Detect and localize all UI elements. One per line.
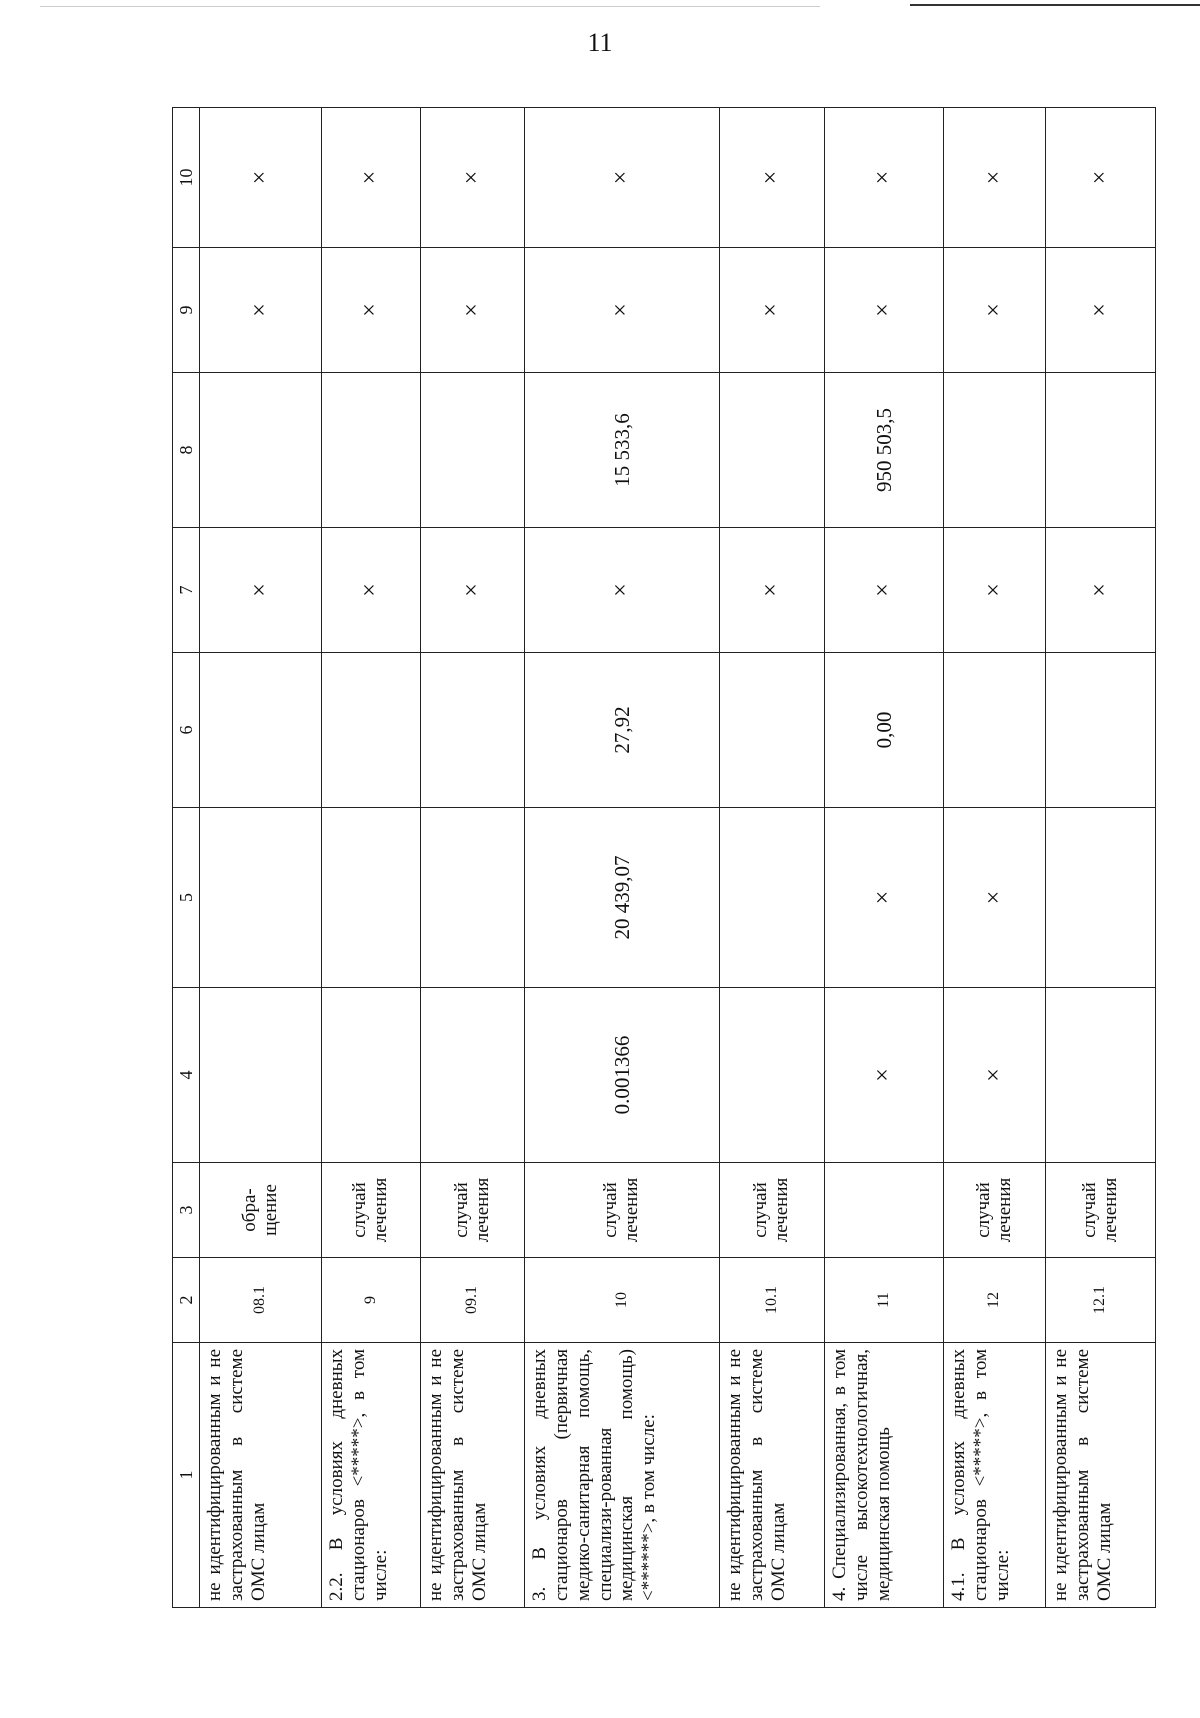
table-cell-col3: случай лечения [944, 1163, 1046, 1258]
table-cell-col10: × [1046, 108, 1156, 248]
table-cell-col2: 11 [825, 1258, 944, 1343]
table-cell-col10: × [944, 108, 1046, 248]
table-cell-col8 [200, 373, 322, 528]
table-cell-col4 [322, 988, 421, 1163]
table-cell-col3 [825, 1163, 944, 1258]
table-cell-col9: × [825, 248, 944, 373]
table-cell-col5 [322, 808, 421, 988]
table-cell-col10: × [322, 108, 421, 248]
table-cell-col5: 20 439,07 [525, 808, 720, 988]
table-cell-col10: × [200, 108, 322, 248]
table-row [322, 108, 421, 1608]
table-cell-col9: × [944, 248, 1046, 373]
table-cell-col2: 09.1 [421, 1258, 525, 1343]
table-cell-col7: × [1046, 528, 1156, 653]
table-cell-col7: × [200, 528, 322, 653]
table-cell-col6 [720, 653, 825, 808]
table-cell-col4 [1046, 988, 1156, 1163]
table-cell-col7: × [525, 528, 720, 653]
table-cell-col2: 12.1 [1046, 1258, 1156, 1343]
table-cell-col3: случай лечения [720, 1163, 825, 1258]
table-row [720, 108, 825, 1608]
table-cell-col6 [322, 653, 421, 808]
table-cell-col2: 08.1 [200, 1258, 322, 1343]
table-cell-col6: 27,92 [525, 653, 720, 808]
table-cell-col6 [1046, 653, 1156, 808]
table-row [1046, 108, 1156, 1608]
table-cell-col6 [421, 653, 525, 808]
table-cell-col10: × [720, 108, 825, 248]
table-cell-col4 [200, 988, 322, 1163]
table-row [200, 108, 322, 1608]
header-cell: 4 [173, 988, 200, 1163]
table-cell-col3: случай лечения [1046, 1163, 1156, 1258]
table-cell-col4 [421, 988, 525, 1163]
table-row [825, 108, 944, 1608]
table-cell-col9: × [200, 248, 322, 373]
table-cell-col1: 3. В условиях дневных стационаров (первичная медико-санитарная помощь, специализи-рованная медицинская помощь) <******>, в том числе: [525, 1343, 720, 1608]
scan-top-rule [910, 4, 1200, 6]
header-cell: 6 [173, 653, 200, 808]
table-cell-col9: × [1046, 248, 1156, 373]
table-cell-col3: случай лечения [322, 1163, 421, 1258]
table-cell-col5 [720, 808, 825, 988]
table-cell-col2: 12 [944, 1258, 1046, 1343]
header-cell: 8 [173, 373, 200, 528]
table-cell-col5 [1046, 808, 1156, 988]
table-cell-col8 [322, 373, 421, 528]
table-row [525, 108, 720, 1608]
table-cell-col1: не идентифицированным и не застрахованным в системе ОМС лицам [200, 1343, 322, 1608]
table-cell-col7: × [944, 528, 1046, 653]
table-cell-col8 [421, 373, 525, 528]
table-cell-col6: 0,00 [825, 653, 944, 808]
header-row [173, 108, 200, 1608]
scan-top-line [40, 6, 820, 7]
table-cell-col4 [720, 988, 825, 1163]
table-cell-col2: 10.1 [720, 1258, 825, 1343]
table-cell-col1: 4. Специализированная, в том числе высокотехнологичная, медицинская помощь [825, 1343, 944, 1608]
table-cell-col10: × [421, 108, 525, 248]
table-cell-col1: 4.1. В условиях дневных стационаров <*****>, в том числе: [944, 1343, 1046, 1608]
header-cell: 9 [173, 248, 200, 373]
table-row [421, 108, 525, 1608]
table-cell-col1: не идентифицированным и не застрахованным в системе ОМС лицам [421, 1343, 525, 1608]
table-cell-col7: × [825, 528, 944, 653]
table-cell-col10: × [525, 108, 720, 248]
header-cell: 3 [173, 1163, 200, 1258]
header-cell: 5 [173, 808, 200, 988]
table-cell-col5: × [825, 808, 944, 988]
table-cell-col4: 0.001366 [525, 988, 720, 1163]
table-cell-col2: 9 [322, 1258, 421, 1343]
table-cell-col10: × [825, 108, 944, 248]
table-cell-col9: × [525, 248, 720, 373]
header-cell: 7 [173, 528, 200, 653]
table-cell-col6 [944, 653, 1046, 808]
table-cell-col9: × [720, 248, 825, 373]
table-row [944, 108, 1046, 1608]
table-cell-col3: случай лечения [525, 1163, 720, 1258]
table-cell-col1: не идентифицированным и не застрахованным в системе ОМС лицам [720, 1343, 825, 1608]
table-cell-col8: 15 533,6 [525, 373, 720, 528]
table-cell-col7: × [322, 528, 421, 653]
table-cell-col4: × [825, 988, 944, 1163]
table-area [172, 108, 1121, 1608]
table-cell-col9: × [322, 248, 421, 373]
table-cell-col7: × [421, 528, 525, 653]
table-cell-col7: × [720, 528, 825, 653]
table-cell-col8 [1046, 373, 1156, 528]
table-cell-col2: 10 [525, 1258, 720, 1343]
table-cell-col8 [720, 373, 825, 528]
table-cell-col4: × [944, 988, 1046, 1163]
table-cell-col8: 950 503,5 [825, 373, 944, 528]
rotated-table-container [172, 108, 1121, 1608]
table-cell-col3: обра-щение [200, 1163, 322, 1258]
table-cell-col9: × [421, 248, 525, 373]
table-cell-col5 [421, 808, 525, 988]
table-cell-col5 [200, 808, 322, 988]
table-cell-col3: случай лечения [421, 1163, 525, 1258]
table-cell-col8 [944, 373, 1046, 528]
table-cell-col1: 2.2. В условиях дневных стационаров <*****>, в том числе: [322, 1343, 421, 1608]
table-cell-col1: не идентифицированным и не застрахованным в системе ОМС лицам [1046, 1343, 1156, 1608]
header-cell: 10 [173, 108, 200, 248]
table-cell-col6 [200, 653, 322, 808]
header-cell: 1 [173, 1343, 200, 1608]
page-number: 11 [587, 28, 613, 57]
header-cell: 2 [173, 1258, 200, 1343]
table-cell-col5: × [944, 808, 1046, 988]
data-table [172, 107, 1156, 1608]
